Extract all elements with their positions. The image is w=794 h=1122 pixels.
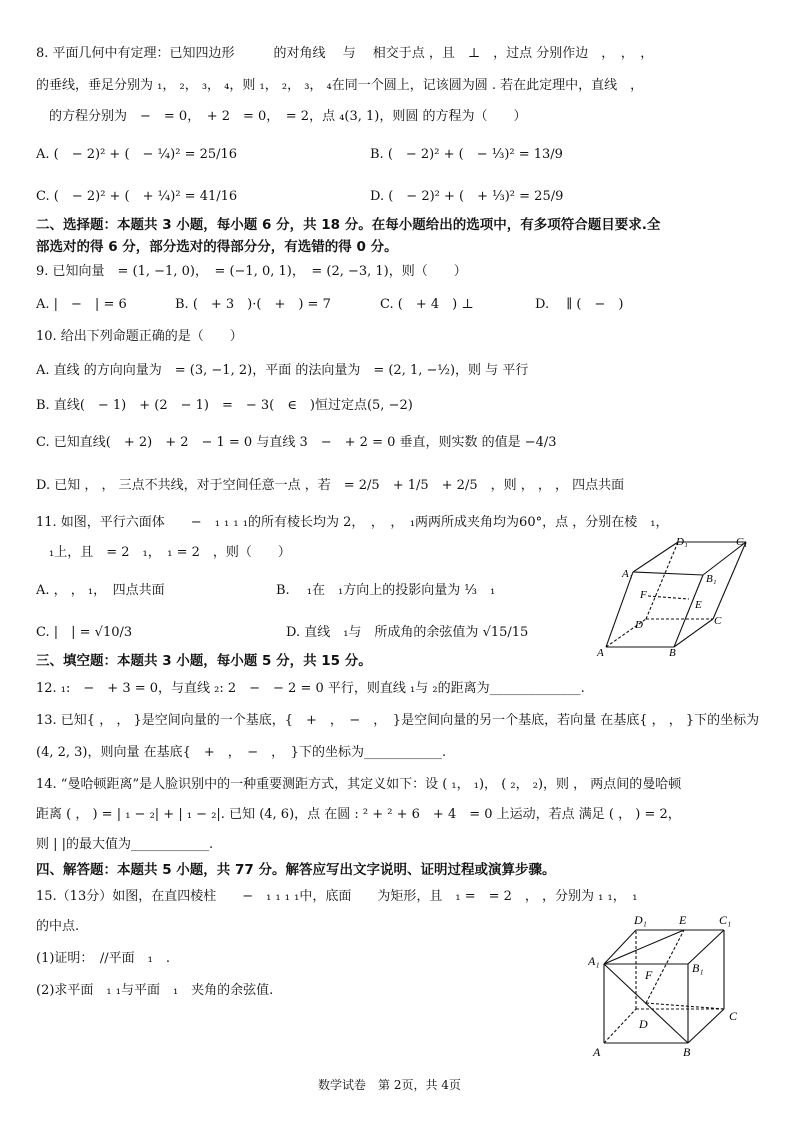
- q9-option-a: A. | − | = 6: [36, 297, 127, 312]
- fig11-label-b1: B₁: [706, 573, 717, 585]
- q9-option-b: B. ( + 3 )·( + ) = 7: [175, 297, 331, 312]
- section-2-heading-cont: 部选对的得 6 分，部分选对的得部分分，有选错的得 0 分。: [36, 239, 398, 255]
- q15-line-2: 的中点.: [36, 919, 80, 934]
- q8-option-d: D. ( − 2)² + ( + ⅓)² = 25/9: [370, 189, 564, 204]
- q8-line-3: 的方程分别为 − = 0， + 2 = 0， = 2，点 ₄(3, 1)，则圆 的方程为（ ）: [36, 109, 527, 124]
- fig11-label-c1: C₁: [736, 536, 748, 548]
- fig11-label-a1: A₁: [622, 568, 633, 580]
- fig15-label-b: B: [683, 1045, 691, 1059]
- fig11-label-e: E: [695, 599, 702, 611]
- section-4-heading: 四、解答题：本题共 5 小题，共 77 分。解答应写出文字说明、证明过程或演算步骤。: [36, 862, 556, 878]
- q11-line-2: ₁上，且 = 2 ₁， ₁ = 2 ，则（ ）: [36, 545, 291, 560]
- fig15-label-c: C: [729, 1009, 738, 1023]
- fig15-label-d: D: [639, 1017, 648, 1031]
- q13-line-2: (4, 2, 3)，则向量 在基底{ + ， − ， }下的坐标为____________.: [36, 745, 447, 760]
- q12-line-1: 12. ₁: − + 3 = 0，与直线 ₂: 2 − − 2 = 0 平行，则直线 ₁与 ₂的距离为______________.: [36, 681, 585, 696]
- q8-option-b: B. ( − 2)² + ( − ⅓)² = 13/9: [370, 147, 563, 162]
- q11-option-c: C. | | = √10/3: [36, 625, 133, 640]
- q15-prism-figure: [588, 908, 748, 1062]
- fig15-label-b1: B₁: [692, 961, 704, 975]
- fig11-label-b: B: [669, 647, 676, 658]
- q8-line-2: 的垂线，垂足分别为 ₁， ₂， ₃， ₄，则 ₁， ₂， ₃， ₄在同一个圆上，记该圆为圆 . 若在此定理中，直线 ，: [36, 78, 644, 93]
- q11-line-1: 11. 如图，平行六面体 − ₁ ₁ ₁ ₁的所有棱长均为 2， ， ， ₁两两所成夹角均为60°，点 ，分别在棱 ₁，: [36, 515, 669, 530]
- q10-stem: 10. 给出下列命题正确的是（ ）: [36, 329, 243, 344]
- fig11-label-d1: D₁: [676, 536, 688, 548]
- q10-option-c: C. 已知直线( + 2) + 2 − 1 = 0 与直线 3 − + 2 = 0 垂直，则实数 的值是 −4/3: [36, 435, 557, 450]
- fig15-label-a1: A₁: [588, 954, 600, 968]
- q15-part-2: (2)求平面 ₁ ₁与平面 ₁ 夹角的余弦值.: [36, 983, 274, 998]
- q14-line-3: 则 | |的最大值为____________.: [36, 837, 214, 852]
- q9-stem: 9. 已知向量 = (1, −1, 0)， = (−1, 0, 1)， = (2, −3, 1)，则（ ）: [36, 264, 467, 279]
- q8-option-a: A. ( − 2)² + ( − ¼)² = 25/16: [36, 147, 238, 162]
- fig11-label-d: D: [635, 619, 643, 631]
- section-2-heading: 二、选择题：本题共 3 小题，每小题 6 分，共 18 分。在每小题给出的选项中，有多项符合题目要求.全: [36, 217, 661, 233]
- q10-option-b: B. 直线( − 1) + (2 − 1) = − 3( ∈ )恒过定点(5, −2): [36, 398, 413, 413]
- q11-parallelepiped-figure: [596, 534, 760, 658]
- fig11-label-c: C: [714, 615, 722, 627]
- q11-option-a: A. ， ， ₁， 四点共面: [36, 583, 165, 598]
- q10-option-d: D. 已知 ， ， 三点不共线，对于空间任意一点 ，若 = 2/5 + 1/5 + 2/5 ，则 ， ， ， 四点共面: [36, 478, 625, 493]
- fig15-label-c1: C₁: [719, 913, 732, 927]
- fig15-label-a: A: [593, 1045, 601, 1059]
- q15-part-1: (1)证明： //平面 ₁ .: [36, 951, 171, 966]
- q11-option-b: B. ₁在 ₁方向上的投影向量为 ⅓ ₁: [276, 583, 496, 598]
- q15-line-1: 15.（13分）如图，在直四棱柱 − ₁ ₁ ₁ ₁中，底面 为矩形，且 ₁ = = 2 ， ，分别为 ₁ ₁， ₁: [36, 889, 638, 904]
- q8-option-c: C. ( − 2)² + ( + ¼)² = 41/16: [36, 189, 238, 204]
- page-footer: 数学试卷 第 2页，共 4页: [318, 1078, 461, 1092]
- fig15-label-e: E: [679, 913, 687, 927]
- q9-option-d: D. ∥ ( − ): [535, 297, 624, 312]
- fig11-label-a: A: [597, 647, 604, 658]
- q14-line-1: 14. “曼哈顿距离”是人脸识别中的一种重要测距方式，其定义如下：设 ( ₁， ₁)， ( ₂， ₂)，则 ， 两点间的曼哈顿: [36, 777, 682, 792]
- fig15-label-d1: D₁: [634, 913, 647, 927]
- q13-line-1: 13. 已知{ ， ， }是空间向量的一个基底，{ + ， − ， }是空间向量的另一个基底，若向量 在基底{ ， ， }下的坐标为: [36, 713, 760, 728]
- fig15-label-f: F: [645, 968, 653, 982]
- q14-line-2: 距离 ( ， ) = | ₁ − ₂| + | ₁ − ₂|. 已知 (4, 6)，点 在圆 : ² + ² + 6 + 4 = 0 上运动，若点 满足 ( ， ) = 2，: [36, 807, 681, 822]
- q9-option-c: C. ( + 4 ) ⊥: [380, 297, 474, 312]
- q8-line-1: 8. 平面几何中有定理：已知四边形 的对角线 与 相交于点 ，且 ⊥ ，过点 分别作边 ， ， ，: [36, 46, 654, 61]
- q10-option-a: A. 直线 的方向向量为 = (3, −1, 2)，平面 的法向量为 = (2, 1, −½)，则 与 平行: [36, 363, 529, 378]
- section-3-heading: 三、填空题：本题共 3 小题，每小题 5 分，共 15 分。: [36, 653, 372, 669]
- q11-option-d: D. 直线 ₁与 所成角的余弦值为 √15/15: [286, 625, 529, 640]
- fig11-label-f: F: [640, 589, 647, 601]
